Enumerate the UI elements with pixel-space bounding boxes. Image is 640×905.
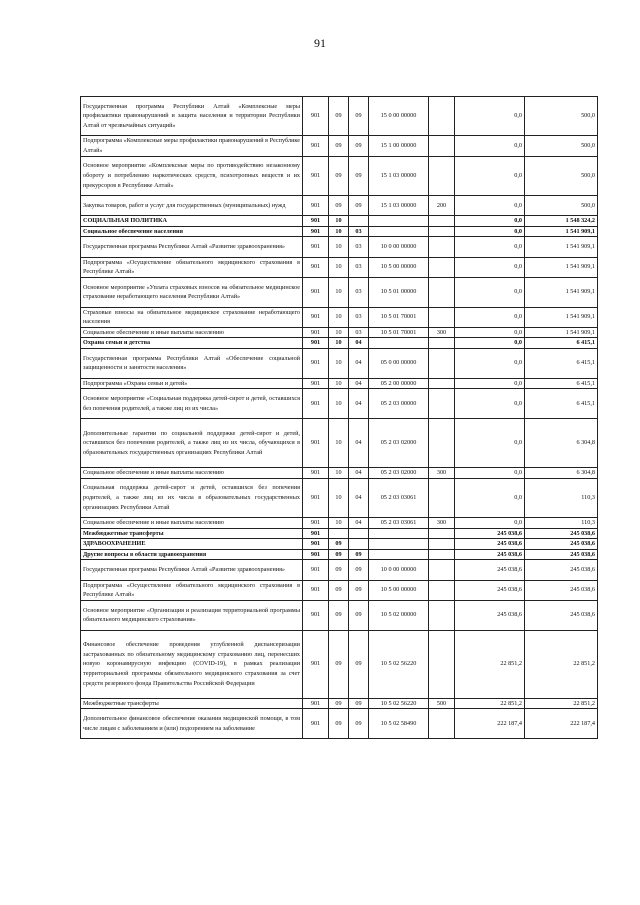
table-row [81,478,598,517]
expense-type-code: 300 [429,327,455,338]
amount-2: 1 541 909,1 [525,277,598,307]
subsection-code: 09 [349,600,369,630]
glava-code: 901 [303,237,329,257]
target-article-code: 10 5 01 00000 [369,277,429,307]
target-article-code: 10 5 02 56220 [369,630,429,698]
section-code: 10 [329,378,349,389]
expense-type-code [429,478,455,517]
subsection-code: 04 [349,478,369,517]
row-name: Государственная программа Республики Алтай «Обеспечение социальной защищенности и занятости населения» [81,348,303,378]
table-row [81,348,598,378]
target-article-code: 05 2 00 00000 [369,378,429,389]
amount-2: 245 038,6 [525,539,598,550]
row-name: Социальное обеспечение населения [81,226,303,237]
row-name: Дополнительные гарантии по социальной поддержке детей-сирот и детей, оставшихся без попечения родителей, а также лиц из их числа, обучающихся в образовательных государственных организациях Республики Алтай [81,419,303,468]
subsection-code: 03 [349,237,369,257]
amount-1: 0,0 [455,237,525,257]
amount-2: 6 415,1 [525,389,598,419]
row-name: Основное мероприятие «Организация и реализация территориальной программы обязательного медицинского страхования» [81,600,303,630]
table-row [81,277,598,307]
target-article-code [369,216,429,227]
glava-code: 901 [303,338,329,349]
section-code: 09 [329,549,349,560]
table-row [81,468,598,479]
target-article-code: 10 5 00 00000 [369,580,429,600]
subsection-code: 04 [349,378,369,389]
section-code: 10 [329,307,349,327]
row-name: Основное мероприятие «Комплексные меры по противодействию незаконному обороту и потреблению наркотических средств, психотропных веществ и их прекурсоров в Республике Алтай» [81,156,303,195]
amount-2: 245 038,6 [525,600,598,630]
target-article-code: 10 5 00 00000 [369,257,429,277]
subsection-code: 04 [349,348,369,378]
row-name: Другие вопросы в области здравоохранения [81,549,303,560]
table-row [81,97,598,136]
glava-code: 901 [303,156,329,195]
subsection-code: 04 [349,419,369,468]
amount-2: 22 851,2 [525,630,598,698]
section-code: 09 [329,156,349,195]
section-code: 09 [329,136,349,156]
amount-2: 6 304,8 [525,419,598,468]
expense-type-code [429,560,455,580]
glava-code: 901 [303,226,329,237]
subsection-code: 09 [349,698,369,709]
amount-2: 6 304,8 [525,468,598,479]
table-row [81,226,598,237]
glava-code: 901 [303,709,329,739]
target-article-code: 10 5 01 70001 [369,327,429,338]
expense-type-code [429,277,455,307]
table-row [81,560,598,580]
row-name: Подпрограмма «Осуществление обязательного медицинского страхования в Республике Алтай» [81,580,303,600]
subsection-code: 03 [349,327,369,338]
expense-type-code [429,549,455,560]
table-row [81,307,598,327]
row-name: Государственная программа Республики Алтай «Комплексные меры профилактики правонарушений и защита населения и территории Республики Алтай от чрезвычайных ситуаций» [81,97,303,136]
table-row [81,709,598,739]
row-name: Социальное обеспечение и иные выплаты населению [81,327,303,338]
target-article-code: 15 1 03 00000 [369,156,429,195]
glava-code: 901 [303,257,329,277]
amount-1: 0,0 [455,478,525,517]
amount-2: 245 038,6 [525,560,598,580]
amount-2: 245 038,6 [525,528,598,539]
amount-1: 22 851,2 [455,630,525,698]
budget-table [80,96,598,739]
amount-2: 1 541 909,1 [525,327,598,338]
amount-1: 0,0 [455,348,525,378]
amount-1: 0,0 [455,327,525,338]
expense-type-code [429,237,455,257]
amount-1: 0,0 [455,216,525,227]
target-article-code: 15 1 03 00000 [369,195,429,215]
glava-code: 901 [303,307,329,327]
target-article-code: 05 2 03 03061 [369,478,429,517]
section-code [329,528,349,539]
expense-type-code [429,539,455,550]
subsection-code: 09 [349,156,369,195]
section-code: 09 [329,600,349,630]
target-article-code [369,539,429,550]
expense-type-code [429,307,455,327]
expense-type-code [429,97,455,136]
amount-2: 6 415,1 [525,338,598,349]
row-name: Основное мероприятие «Уплата страховых взносов на обязательное медицинское страхование неработающего населения Республики Алтай» [81,277,303,307]
table-row [81,257,598,277]
target-article-code [369,528,429,539]
glava-code: 901 [303,478,329,517]
table-row [81,378,598,389]
target-article-code [369,549,429,560]
glava-code: 901 [303,378,329,389]
subsection-code: 09 [349,709,369,739]
expense-type-code: 200 [429,195,455,215]
section-code: 09 [329,580,349,600]
amount-2: 500,0 [525,195,598,215]
amount-2: 500,0 [525,136,598,156]
amount-1: 245 038,6 [455,549,525,560]
glava-code: 901 [303,136,329,156]
table-row [81,216,598,227]
amount-1: 0,0 [455,419,525,468]
glava-code: 901 [303,277,329,307]
section-code: 09 [329,539,349,550]
glava-code: 901 [303,327,329,338]
glava-code: 901 [303,580,329,600]
table-row [81,389,598,419]
glava-code: 901 [303,549,329,560]
amount-1: 0,0 [455,195,525,215]
table-row [81,518,598,529]
row-name: СОЦИАЛЬНАЯ ПОЛИТИКА [81,216,303,227]
expense-type-code [429,709,455,739]
amount-1: 245 038,6 [455,539,525,550]
section-code: 10 [329,518,349,529]
glava-code: 901 [303,468,329,479]
table-row [81,136,598,156]
row-name: Социальная поддержка детей-сирот и детей, оставшихся без попечения родителей, а также лиц из их числа в образовательных государственных организациях Республики Алтай [81,478,303,517]
amount-1: 22 851,2 [455,698,525,709]
amount-1: 0,0 [455,518,525,529]
expense-type-code [429,630,455,698]
target-article-code: 15 0 00 00000 [369,97,429,136]
amount-2: 1 541 909,1 [525,237,598,257]
amount-2: 1 541 909,1 [525,307,598,327]
section-code: 09 [329,97,349,136]
target-article-code: 05 2 03 02000 [369,419,429,468]
target-article-code: 05 2 03 03061 [369,518,429,529]
target-article-code [369,338,429,349]
subsection-code: 09 [349,195,369,215]
target-article-code: 10 5 01 70001 [369,307,429,327]
expense-type-code [429,348,455,378]
row-name: Страховые взносы на обязательное медицинское страхование неработающего населения [81,307,303,327]
section-code: 10 [329,348,349,378]
subsection-code: 09 [349,136,369,156]
subsection-code: 03 [349,307,369,327]
subsection-code: 09 [349,630,369,698]
section-code: 10 [329,389,349,419]
row-name: Межбюджетные трансферты [81,698,303,709]
section-code: 09 [329,560,349,580]
table-row [81,549,598,560]
table-row [81,600,598,630]
target-article-code: 10 5 02 58490 [369,709,429,739]
expense-type-code [429,600,455,630]
table-row [81,237,598,257]
subsection-code: 09 [349,97,369,136]
row-name: Дополнительное финансовое обеспечение оказания медицинской помощи, в том числе лицам с заболеванием и (или) подозрением на заболевание [81,709,303,739]
subsection-code [349,539,369,550]
row-name: Охрана семьи и детства [81,338,303,349]
row-name: Подпрограмма «Комплексные меры профилактики правонарушений в Республике Алтай» [81,136,303,156]
amount-1: 0,0 [455,136,525,156]
amount-1: 0,0 [455,307,525,327]
glava-code: 901 [303,195,329,215]
amount-2: 1 541 909,1 [525,257,598,277]
row-name: Основное мероприятие «Социальная поддержка детей-сирот и детей, оставшихся без попечения родителей, а также лиц из их числа» [81,389,303,419]
row-name: Государственная программа Республики Алтай «Развитие здравоохранения» [81,560,303,580]
amount-1: 0,0 [455,338,525,349]
amount-1: 222 187,4 [455,709,525,739]
expense-type-code [429,580,455,600]
expense-type-code [429,528,455,539]
row-name: Государственная программа Республики Алтай «Развитие здравоохранения» [81,237,303,257]
subsection-code: 03 [349,257,369,277]
glava-code: 901 [303,97,329,136]
expense-type-code [429,419,455,468]
glava-code: 901 [303,518,329,529]
section-code: 09 [329,709,349,739]
table-row [81,528,598,539]
subsection-code [349,528,369,539]
expense-type-code: 500 [429,698,455,709]
expense-type-code: 300 [429,468,455,479]
amount-2: 110,3 [525,478,598,517]
amount-2: 1 548 324,2 [525,216,598,227]
row-name: Закупка товаров, работ и услуг для государственных (муниципальных) нужд [81,195,303,215]
target-article-code: 10 0 00 00000 [369,237,429,257]
target-article-code: 05 2 03 00000 [369,389,429,419]
subsection-code: 09 [349,560,369,580]
section-code: 09 [329,630,349,698]
subsection-code: 09 [349,549,369,560]
amount-1: 0,0 [455,156,525,195]
section-code: 10 [329,216,349,227]
expense-type-code [429,338,455,349]
row-name: Социальное обеспечение и иные выплаты населению [81,518,303,529]
amount-1: 0,0 [455,257,525,277]
expense-type-code [429,378,455,389]
row-name: Межбюджетные трансферты [81,528,303,539]
amount-2: 6 415,1 [525,378,598,389]
amount-2: 222 187,4 [525,709,598,739]
amount-2: 110,3 [525,518,598,529]
table-row [81,419,598,468]
target-article-code: 15 1 00 00000 [369,136,429,156]
glava-code: 901 [303,698,329,709]
expense-type-code [429,226,455,237]
expense-type-code [429,257,455,277]
row-name: Финансовое обеспечение проведения углубленной диспансеризации застрахованных по обязательному медицинскому страхованию лиц, перенесших новую коронавирусную инфекцию (COVID-19), в рамках реализации территориальной программы обязательного медицинского страхования за счет средств резервного фонда Правительства Российской Федерации [81,630,303,698]
target-article-code: 05 2 03 02000 [369,468,429,479]
table-row [81,327,598,338]
expense-type-code [429,136,455,156]
table-row [81,338,598,349]
row-name: Подпрограмма «Охрана семьи и детей» [81,378,303,389]
section-code: 10 [329,419,349,468]
target-article-code: 10 0 00 00000 [369,560,429,580]
glava-code: 901 [303,539,329,550]
glava-code: 901 [303,348,329,378]
section-code: 10 [329,257,349,277]
glava-code: 901 [303,560,329,580]
target-article-code: 10 5 02 56220 [369,698,429,709]
subsection-code: 04 [349,338,369,349]
section-code: 09 [329,698,349,709]
glava-code: 901 [303,600,329,630]
glava-code: 901 [303,528,329,539]
glava-code: 901 [303,216,329,227]
amount-1: 0,0 [455,97,525,136]
section-code: 10 [329,338,349,349]
subsection-code: 04 [349,468,369,479]
section-code: 10 [329,237,349,257]
amount-1: 0,0 [455,378,525,389]
target-article-code: 05 0 00 00000 [369,348,429,378]
target-article-code: 10 5 02 00000 [369,600,429,630]
glava-code: 901 [303,419,329,468]
subsection-code: 03 [349,277,369,307]
amount-2: 22 851,2 [525,698,598,709]
amount-2: 500,0 [525,97,598,136]
section-code: 10 [329,226,349,237]
amount-2: 6 415,1 [525,348,598,378]
amount-1: 0,0 [455,468,525,479]
amount-1: 0,0 [455,389,525,419]
amount-1: 0,0 [455,277,525,307]
expense-type-code [429,156,455,195]
table-row [81,539,598,550]
subsection-code: 04 [349,389,369,419]
expense-type-code [429,389,455,419]
amount-2: 245 038,6 [525,580,598,600]
section-code: 10 [329,277,349,307]
expense-type-code [429,216,455,227]
table-row [81,156,598,195]
section-code: 10 [329,478,349,517]
subsection-code: 03 [349,226,369,237]
amount-1: 245 038,6 [455,528,525,539]
amount-1: 245 038,6 [455,560,525,580]
amount-1: 0,0 [455,226,525,237]
page-number: 91 [314,36,326,50]
subsection-code: 09 [349,580,369,600]
section-code: 09 [329,195,349,215]
target-article-code [369,226,429,237]
table-row [81,630,598,698]
amount-2: 500,0 [525,156,598,195]
amount-2: 245 038,6 [525,549,598,560]
table-row [81,698,598,709]
expense-type-code: 300 [429,518,455,529]
amount-2: 1 541 909,1 [525,226,598,237]
row-name: Подпрограмма «Осуществление обязательного медицинского страхования в Республике Алтай» [81,257,303,277]
subsection-code [349,216,369,227]
glava-code: 901 [303,630,329,698]
table-row [81,580,598,600]
section-code: 10 [329,468,349,479]
amount-1: 245 038,6 [455,580,525,600]
table-row [81,195,598,215]
row-name: ЗДРАВООХРАНЕНИЕ [81,539,303,550]
section-code: 10 [329,327,349,338]
amount-1: 245 038,6 [455,600,525,630]
glava-code: 901 [303,389,329,419]
subsection-code: 04 [349,518,369,529]
row-name: Социальное обеспечение и иные выплаты населению [81,468,303,479]
